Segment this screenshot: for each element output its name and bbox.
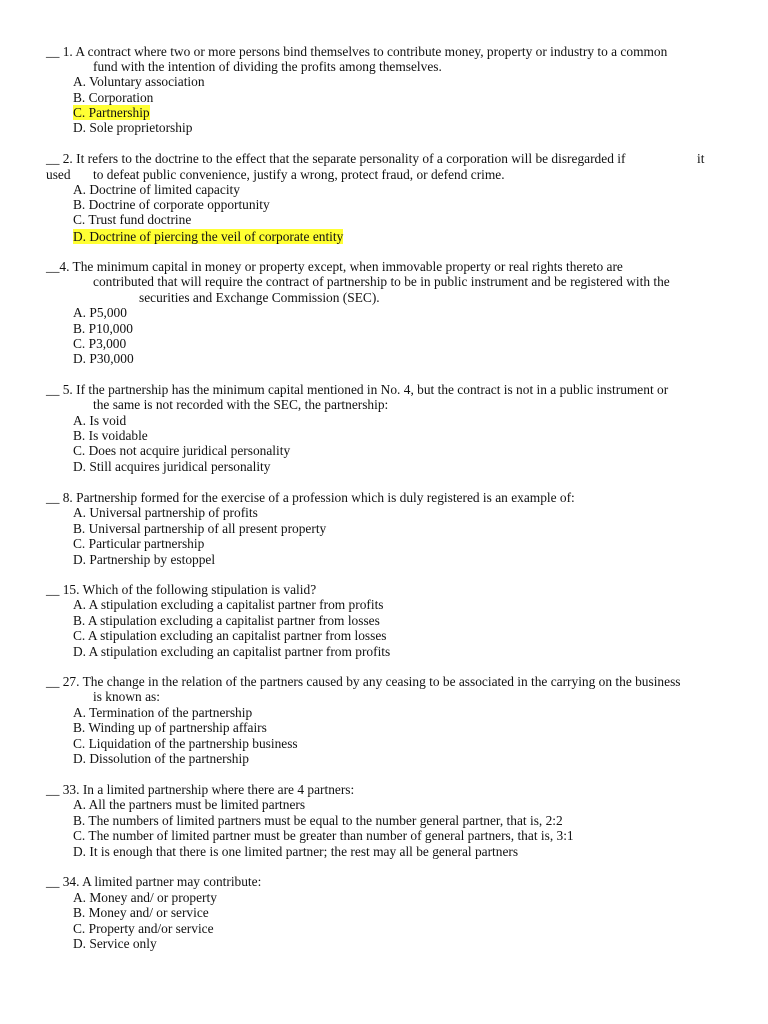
answer-choice: D. It is enough that there is one limited partner; the rest may all be general partners bbox=[73, 844, 519, 859]
question-8-stem-line: __ 33. In a limited partnership where there are 4 partners: bbox=[46, 782, 355, 797]
answer-choice: D. Service only bbox=[73, 936, 157, 951]
answer-choice: C. P3,000 bbox=[73, 336, 127, 351]
answer-choice: D. Partnership by estoppel bbox=[73, 552, 216, 567]
question-4-stem-line: the same is not recorded with the SEC, the partnership: bbox=[93, 397, 389, 412]
answer-choice: A. Doctrine of limited capacity bbox=[73, 182, 240, 197]
answer-choice: A. A stipulation excluding a capitalist partner from profits bbox=[73, 597, 384, 612]
question-7-stem-line: __ 27. The change in the relation of the partners caused by any ceasing to be associated in the carrying on the business bbox=[46, 674, 681, 689]
answer-choice: C. Does not acquire juridical personality bbox=[73, 443, 291, 458]
answer-choice: C. Property and/or service bbox=[73, 921, 214, 936]
answer-choice: D. Dissolution of the partnership bbox=[73, 751, 249, 766]
question-2-stem-line: __ 2. It refers to the doctrine to the effect that the separate personality of a corporation will be disregarded if bbox=[46, 151, 626, 166]
question-4-stem-line: __ 5. If the partnership has the minimum capital mentioned in No. 4, but the contract is not in a public instrument or bbox=[46, 382, 669, 397]
highlighted-answer-choice: C. Partnership bbox=[73, 105, 150, 120]
question-3-stem-line: contributed that will require the contract of partnership to be in public instrument and be registered with the bbox=[93, 274, 670, 289]
answer-choice: B. Is voidable bbox=[73, 428, 148, 443]
answer-choice: B. Money and/ or service bbox=[73, 905, 209, 920]
question-3-stem-line: __4. The minimum capital in money or property except, when immovable property or real rights thereto are bbox=[46, 259, 623, 274]
answer-choice: A. Universal partnership of profits bbox=[73, 505, 258, 520]
answer-choice: C. A stipulation excluding an capitalist partner from losses bbox=[73, 628, 387, 643]
question-7-stem-line: is known as: bbox=[93, 689, 160, 704]
answer-choice: A. Is void bbox=[73, 413, 127, 428]
question-1-stem-line: __ 1. A contract where two or more persons bind themselves to contribute money, property or industry to a common bbox=[46, 44, 668, 59]
answer-choice: A. P5,000 bbox=[73, 305, 127, 320]
answer-choice: C. Particular partnership bbox=[73, 536, 205, 551]
question-1-stem-line: fund with the intention of dividing the profits among themselves. bbox=[93, 59, 442, 74]
highlighted-answer-choice: D. Doctrine of piercing the veil of corporate entity bbox=[73, 229, 344, 244]
answer-choice: D. P30,000 bbox=[73, 351, 134, 366]
question-2-stem-extra: it bbox=[697, 151, 705, 166]
answer-choice: D. Still acquires juridical personality bbox=[73, 459, 271, 474]
question-3-stem-line: securities and Exchange Commission (SEC). bbox=[139, 290, 380, 305]
answer-choice: B. Winding up of partnership affairs bbox=[73, 720, 267, 735]
answer-choice: B. Doctrine of corporate opportunity bbox=[73, 197, 270, 212]
answer-choice: C. Liquidation of the partnership business bbox=[73, 736, 298, 751]
answer-choice: A. All the partners must be limited partners bbox=[73, 797, 306, 812]
answer-choice: B. Universal partnership of all present property bbox=[73, 521, 327, 536]
answer-choice: A. Termination of the partnership bbox=[73, 705, 253, 720]
question-6-stem-line: __ 15. Which of the following stipulation is valid? bbox=[46, 582, 317, 597]
question-9-stem-line: __ 34. A limited partner may contribute: bbox=[46, 874, 262, 889]
answer-choice: C. Trust fund doctrine bbox=[73, 212, 192, 227]
answer-choice: B. A stipulation excluding a capitalist partner from losses bbox=[73, 613, 380, 628]
answer-choice: A. Voluntary association bbox=[73, 74, 205, 89]
answer-choice: A. Money and/ or property bbox=[73, 890, 217, 905]
question-5-stem-line: __ 8. Partnership formed for the exercise of a profession which is duly registered is an example of: bbox=[46, 490, 575, 505]
answer-choice: B. The numbers of limited partners must be equal to the number general partner, that is, 2:2 bbox=[73, 813, 563, 828]
answer-choice: D. A stipulation excluding an capitalist partner from profits bbox=[73, 644, 391, 659]
answer-choice: D. Sole proprietorship bbox=[73, 120, 193, 135]
question-2-stem-line: to defeat public convenience, justify a wrong, protect fraud, or defend crime. bbox=[93, 167, 505, 182]
question-2-stem-line: used bbox=[46, 167, 71, 182]
answer-choice: B. Corporation bbox=[73, 90, 154, 105]
answer-choice: B. P10,000 bbox=[73, 321, 133, 336]
answer-choice: C. The number of limited partner must be greater than number of general partners, that is, 3:1 bbox=[73, 828, 574, 843]
